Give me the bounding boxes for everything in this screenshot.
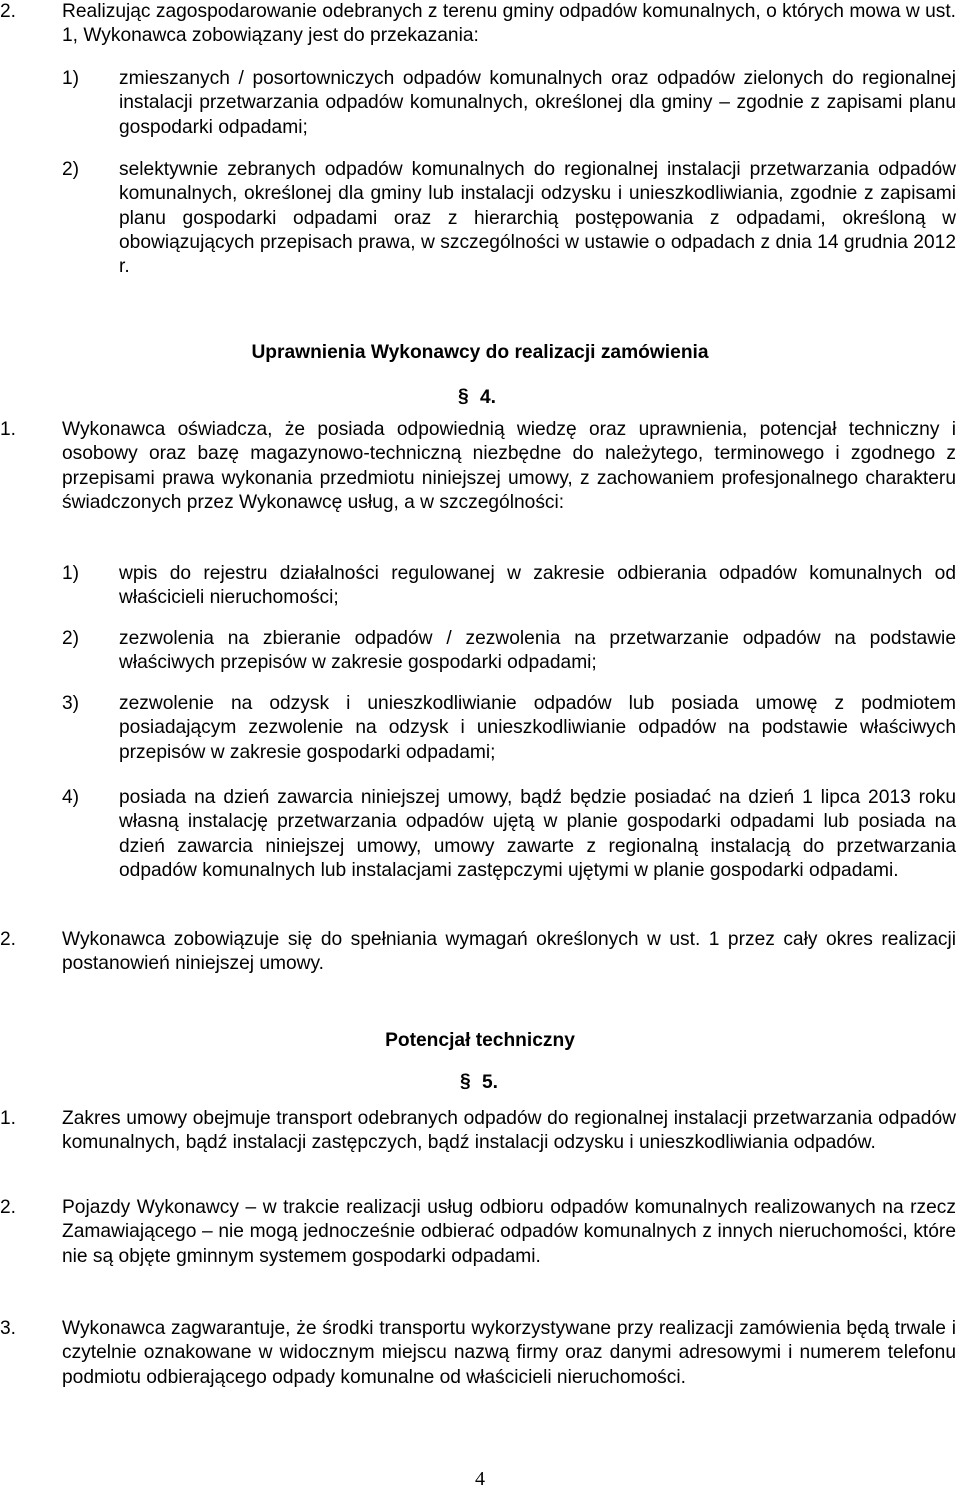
subitem-number: 2) <box>62 159 80 180</box>
item-text: Wykonawca zobowiązuje się do spełniania wymagań określonych w ust. 1 przez cały okres realizacji postanowień niniejszej umowy. <box>62 929 956 975</box>
section-heading: Potencjał techniczny <box>385 1030 575 1051</box>
item-number: 3. <box>0 1318 17 1339</box>
item-text: Pojazdy Wykonawcy – w trakcie realizacji usług odbioru odpadów komunalnych realizowanych na rzecz Zamawiającego – nie mogą jednocześnie odbierać odpadów komunalnych z innych nieruchomości, które nie są objęte gminnym systemem gospodarki odpadami. <box>62 1197 956 1267</box>
item-number: 1. <box>0 1108 17 1129</box>
paragraph-sign: § <box>460 1071 471 1092</box>
subitem-number: 3) <box>62 693 80 714</box>
subitem-number: 4) <box>62 787 80 808</box>
paragraph-sign: § <box>458 386 469 407</box>
subitem-text: posiada na dzień zawarcia niniejszej umowy, bądź będzie posiadać na dzień 1 lipca 2013 roku własną instalację przetwarzania odpadów ujętą w planie gospodarki odpadami lub posiada na dzień zawarcia niniejszej umowy, umowy zawarte z regionalną instalacją do przetwarzania odpadów komunalnych lub instalacjami zastępczymi ujętymi w planie gospodarki odpadami. <box>119 787 956 881</box>
subitem-text: zezwolenia na zbieranie odpadów / zezwolenia na przetwarzanie odpadów na podstawie właściwych przepisów w zakresie gospodarki odpadami; <box>119 628 956 674</box>
item-number: 1. <box>0 419 17 440</box>
subitem-text: zmieszanych / posortowniczych odpadów komunalnych oraz odpadów zielonych do regionalnej instalacji przetwarzania odpadów komunalnych, określonej dla gminy – zgodnie z zapisami planu gospodarki odpadami; <box>119 68 956 138</box>
item-text: Wykonawca oświadcza, że posiada odpowiednią wiedzę oraz uprawnienia, potencjał techniczny i osobowy oraz bazę magazynowo-techniczną niezbędne do należytego, terminowego i zgodnego z przepisami prawa wykonania przedmiotu niniejszej umowy, z zachowaniem profesjonalnego charakteru świadczonych przez Wykonawcę usług, a w szczególności: <box>62 419 956 513</box>
item-number: 2. <box>0 1197 17 1218</box>
item-text: Wykonawca zagwarantuje, że środki transportu wykorzystywane przy realizacji zamówienia będą trwale i czytelnie oznakowane w widocznym miejscu nazwą firmy oraz danymi adresowymi i numerem telefonu podmiotu odbierającego odpady komunalne od właścicieli nieruchomości. <box>62 1318 956 1388</box>
page-number: 4 <box>475 1468 485 1490</box>
subitem-number: 1) <box>62 563 80 584</box>
item-text: Zakres umowy obejmuje transport odebranych odpadów do regionalnej instalacji przetwarzania odpadów komunalnych, bądź instalacji zastępczych, bądź instalacji odzysku i unieszkodliwiania odpadów. <box>62 1108 956 1154</box>
subitem-number: 2) <box>62 628 80 649</box>
item-number: 2. <box>0 929 17 950</box>
item-number: 2. <box>0 1 17 22</box>
subitem-text: wpis do rejestru działalności regulowanej w zakresie odbierania odpadów komunalnych od właścicieli nieruchomości; <box>119 563 956 609</box>
subitem-text: selektywnie zebranych odpadów komunalnych do regionalnej instalacji przetwarzania odpadów komunalnych, określonej dla gminy lub instalacji odzysku i unieszkodliwiania, zgodnie z zapisami planu gospodarki odpadami oraz z hierarchią postępowania z odpadami, określoną w obowiązujących przepisach prawa, w szczególności w ustawie o odpadach z dnia 14 grudnia 2012 r. <box>119 159 956 278</box>
paragraph-number: 4. <box>480 387 497 408</box>
subitem-text: zezwolenie na odzysk i unieszkodliwianie odpadów lub posiada umowę z podmiotem posiadającym zezwolenie na odzysk i unieszkodliwianie odpadów na podstawie właściwych przepisów w zakresie gospodarki odpadami; <box>119 693 956 763</box>
item-text: Realizując zagospodarowanie odebranych z terenu gminy odpadów komunalnych, o których mowa w ust. 1, Wykonawca zobowiązany jest do przekazania: <box>62 1 956 47</box>
paragraph-number: 5. <box>482 1072 499 1093</box>
subitem-number: 1) <box>62 68 80 89</box>
section-heading: Uprawnienia Wykonawcy do realizacji zamówienia <box>251 342 709 363</box>
